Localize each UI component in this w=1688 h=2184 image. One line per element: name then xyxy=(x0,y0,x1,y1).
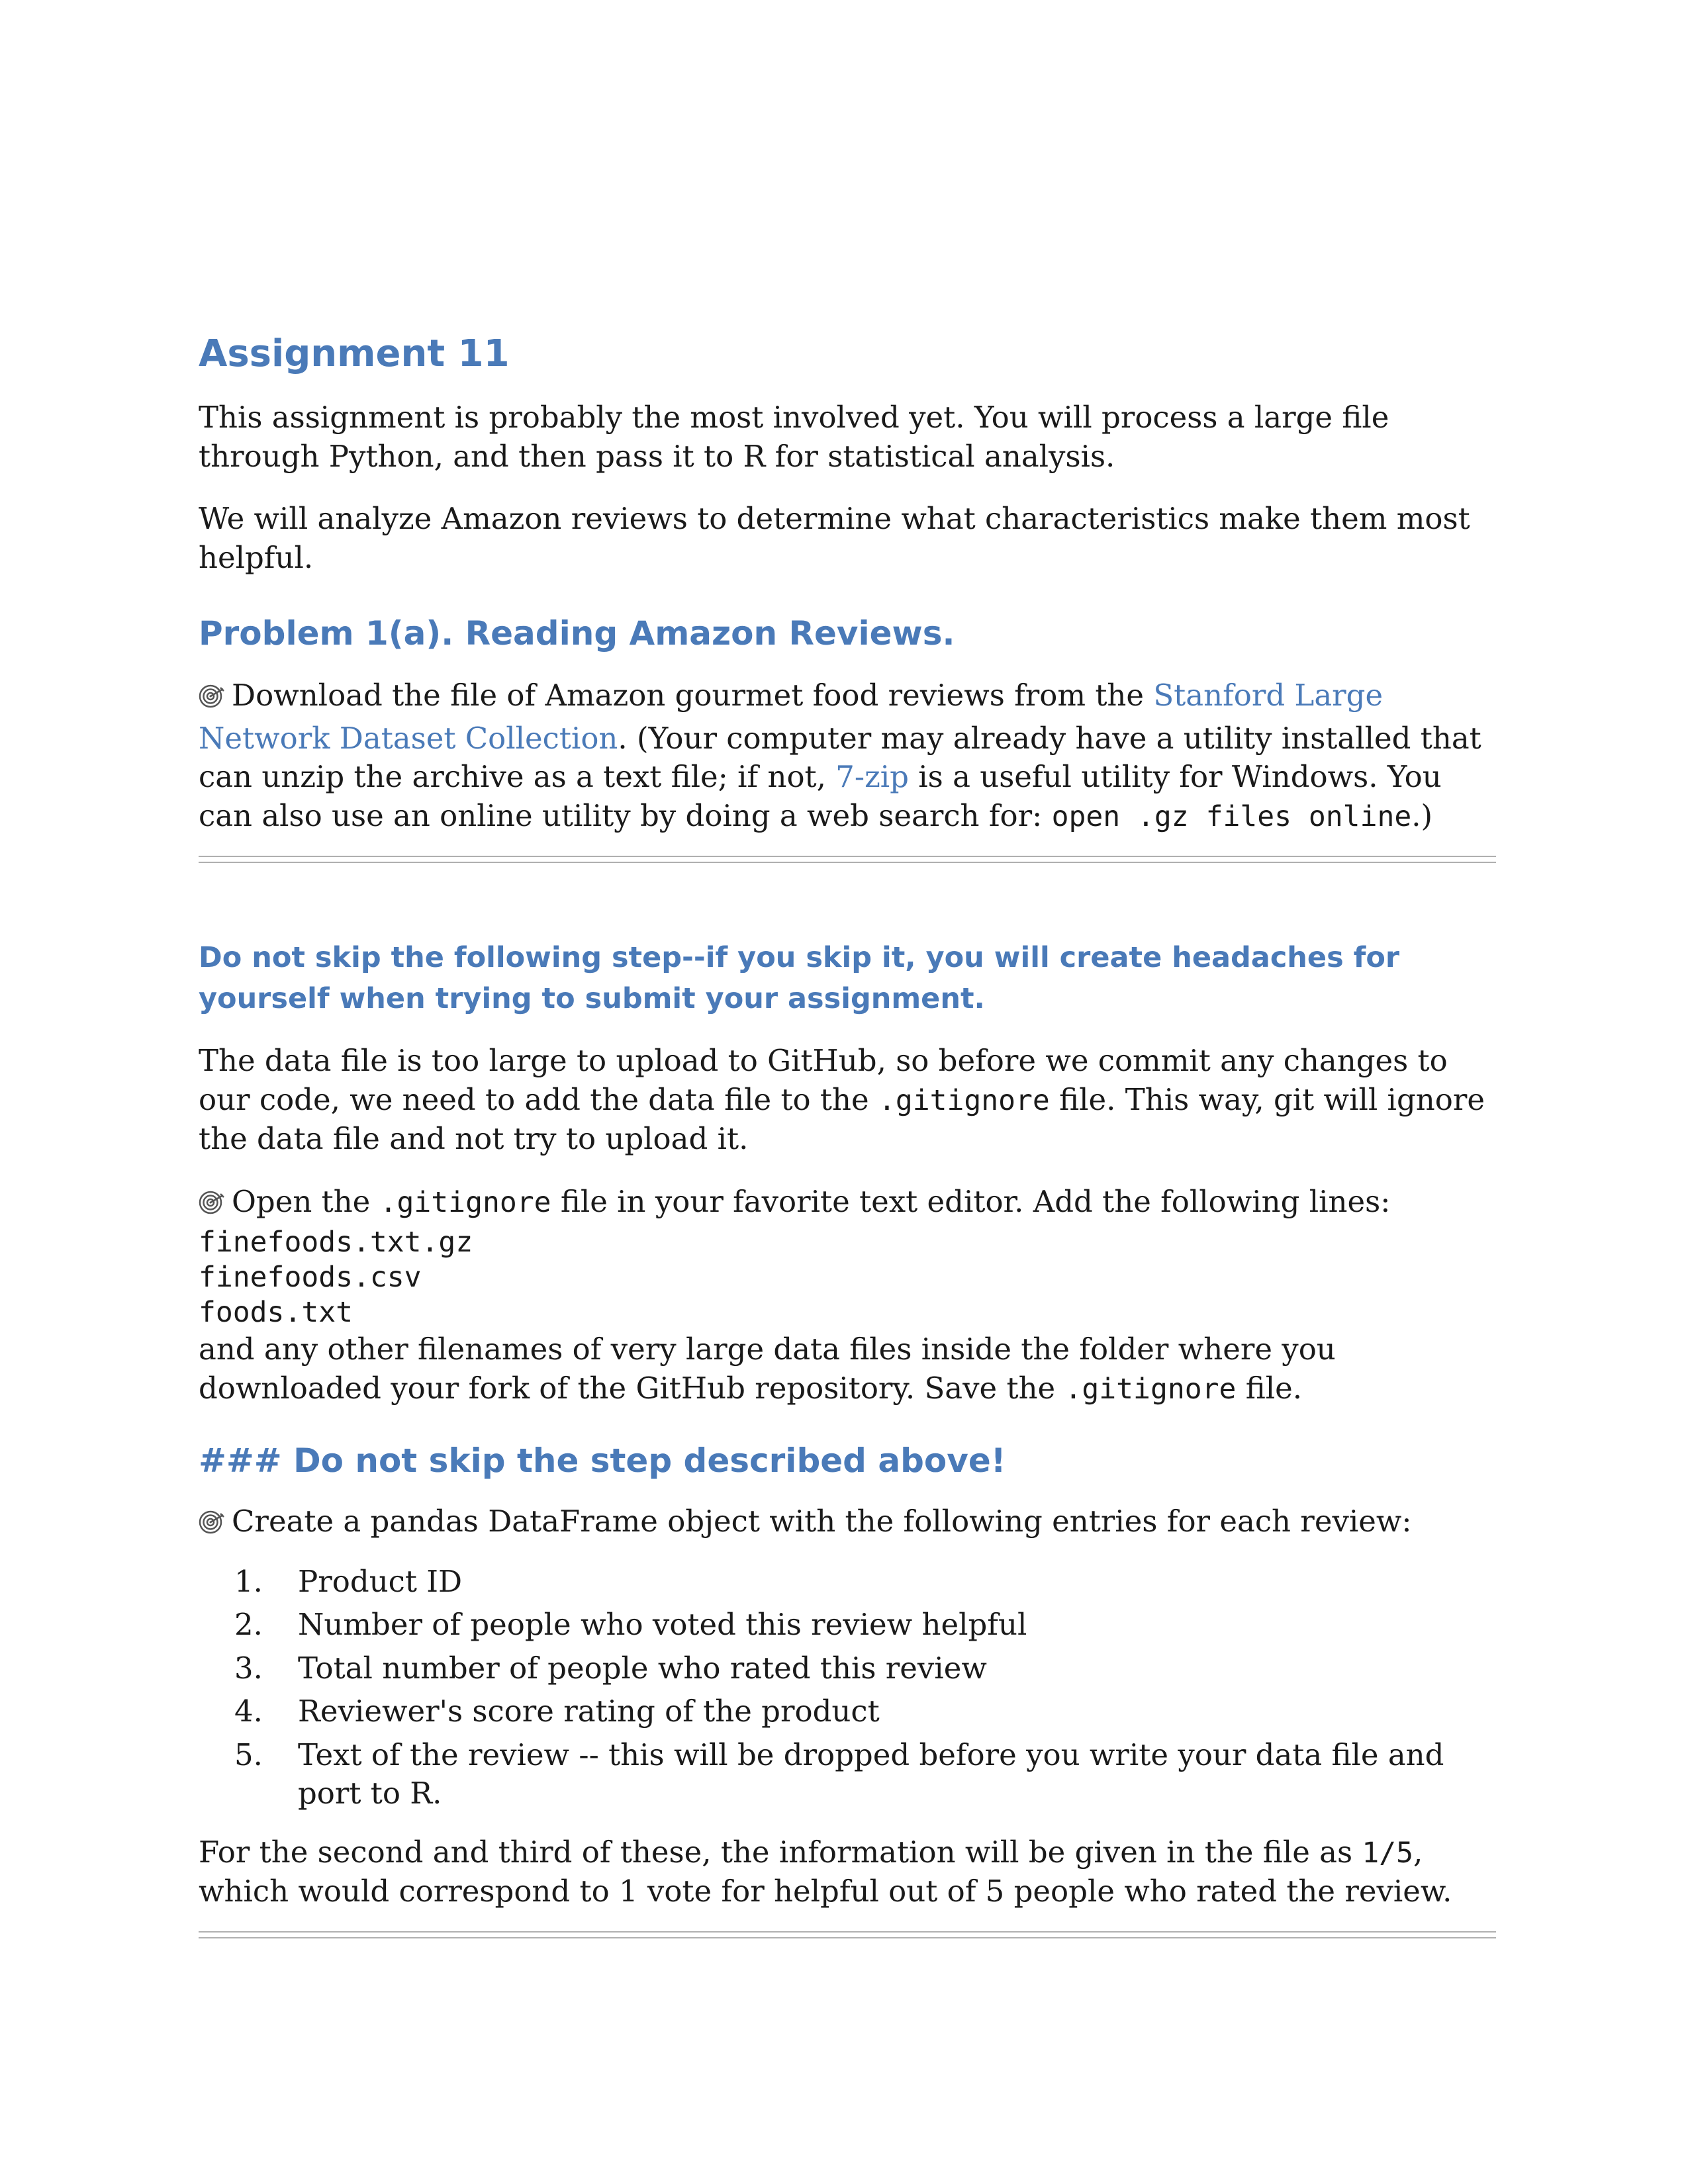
horizontal-divider xyxy=(199,1931,1496,1938)
gitignore-after-paragraph xyxy=(199,1330,1496,1408)
list-text: Product ID xyxy=(298,1563,463,1599)
list-item xyxy=(199,1736,1496,1813)
list-number: 1. xyxy=(234,1563,263,1599)
list-number: 3. xyxy=(234,1650,263,1686)
open-gitignore-paragraph xyxy=(199,1183,1496,1226)
gitignore-code: .gitignore xyxy=(878,1083,1050,1117)
target-icon xyxy=(199,680,225,719)
intro-paragraph-1: This assignment is probably the most involved yet. You will process a large file through Python, and then pass it to R for statistical analysis. xyxy=(199,400,1389,474)
after-gitignore-code: .gitignore xyxy=(1064,1372,1237,1406)
gitignore-text-post: file. This way, git will ignore the data file and not try to upload it. xyxy=(199,1081,1485,1156)
dataframe-intro xyxy=(199,1502,1496,1545)
ratio-code: 1/5 xyxy=(1362,1836,1414,1870)
gitignore-line-3: foods.txt xyxy=(199,1296,353,1329)
open-gitignore-code: .gitignore xyxy=(379,1185,551,1219)
dataframe-intro-text: Create a pandas DataFrame object with the following entries for each review: xyxy=(232,1504,1412,1539)
download-text-pre: Download the file of Amazon gourmet food reviews from the xyxy=(232,678,1154,713)
dataframe-fields-list xyxy=(199,1563,1496,1813)
problem-1a-heading: Problem 1(a). Reading Amazon Reviews. xyxy=(199,614,955,653)
open-text-post: file in your favorite text editor. Add the following lines: xyxy=(551,1183,1391,1219)
download-text-mid: . (Your computer may already have a utility installed that can unzip the archive as a text file; if not, xyxy=(199,720,1481,794)
list-text: Reviewer's score rating of the product xyxy=(298,1694,880,1729)
list-number: 4. xyxy=(234,1694,263,1729)
list-number: 5. xyxy=(234,1737,263,1772)
intro-paragraph-2: We will analyze Amazon reviews to determine what characteristics make them most helpful. xyxy=(199,501,1470,575)
target-icon xyxy=(199,1187,225,1226)
7zip-link[interactable]: 7-zip xyxy=(835,759,909,794)
helpful-ratio-note xyxy=(199,1833,1496,1911)
note-text-post: , which would correspond to 1 vote for helpful out of 5 people who rated the review. xyxy=(199,1834,1452,1909)
gitignore-line-2: finefoods.csv xyxy=(199,1261,422,1294)
list-item xyxy=(199,1649,1496,1688)
page-title: Assignment 11 xyxy=(199,332,510,375)
after-text-post: file. xyxy=(1236,1370,1303,1406)
list-number: 2. xyxy=(234,1607,263,1642)
stanford-dataset-link[interactable]: Stanford Large Network Dataset Collection xyxy=(199,678,1383,756)
note-text-pre: For the second and third of these, the information will be given in the file as xyxy=(199,1834,1362,1870)
list-text: Total number of people who rated this review xyxy=(298,1650,987,1686)
dont-skip-heading: ### Do not skip the step described above! xyxy=(199,1441,1006,1480)
document-body xyxy=(199,324,1496,1938)
gitignore-text-pre: The data file is too large to upload to GitHub, so before we commit any changes to our code, we need to add the data file to the xyxy=(199,1043,1448,1117)
open-text-pre: Open the xyxy=(232,1183,380,1219)
gitignore-line-1: finefoods.txt.gz xyxy=(199,1226,473,1259)
list-text: Text of the review -- this will be dropped before you write your data file and port to R. xyxy=(298,1737,1444,1811)
download-paragraph xyxy=(199,676,1496,836)
download-text-post: is a useful utility for Windows. You can also use an online utility by doing a web search for: xyxy=(199,759,1442,833)
search-phrase-code: open .gz files online xyxy=(1051,799,1412,833)
warning-heading: Do not skip the following step--if you skip it, you will create headaches for yourself when trying to submit your assignment. xyxy=(199,941,1400,1015)
horizontal-divider xyxy=(199,856,1496,863)
list-item xyxy=(199,1606,1496,1645)
target-icon xyxy=(199,1506,225,1545)
list-item xyxy=(199,1563,1496,1602)
list-item xyxy=(199,1692,1496,1731)
download-text-end: .) xyxy=(1411,797,1433,833)
gitignore-explanation xyxy=(199,1042,1496,1159)
after-text-pre: and any other filenames of very large data files inside the folder where you downloaded your fork of the GitHub repository. Save the xyxy=(199,1332,1336,1406)
list-text: Number of people who voted this review helpful xyxy=(298,1607,1027,1642)
